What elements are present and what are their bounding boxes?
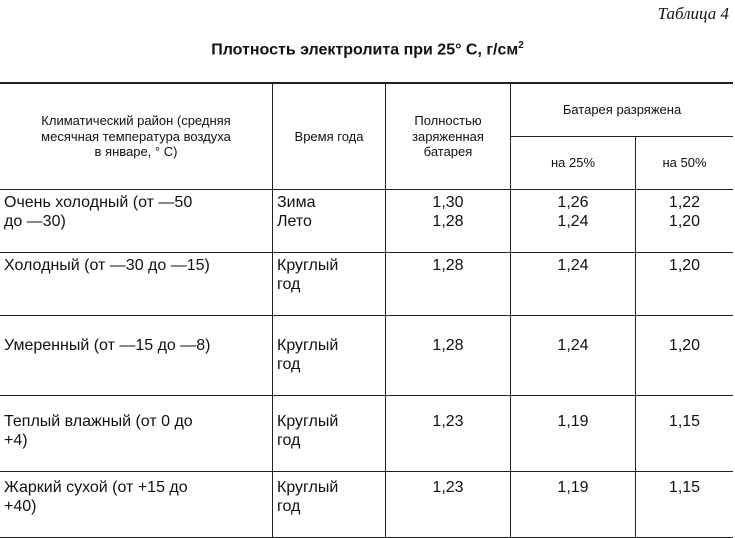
header-full-line: Полностью xyxy=(414,113,482,129)
season-line: год xyxy=(277,356,301,374)
table-row xyxy=(0,253,733,316)
header-region-line: месячная температура воздуха xyxy=(41,128,231,144)
cell-full: 1,23 xyxy=(386,396,511,472)
cell-d25: 1,19 xyxy=(511,472,636,538)
cell-full: 1,28 xyxy=(386,253,511,316)
value: 1,30 xyxy=(432,194,464,211)
region-line: +4) xyxy=(4,432,28,450)
header-full-line: заряженная xyxy=(412,128,484,144)
value: 1,24 xyxy=(557,213,589,231)
season-line: Лето xyxy=(277,213,312,231)
header-region xyxy=(0,83,273,190)
cell-region xyxy=(0,396,273,472)
table-caption: Таблица 4 xyxy=(657,4,729,23)
cell-season xyxy=(273,316,386,396)
density-table xyxy=(0,82,733,538)
table-row xyxy=(0,190,733,253)
season-line: год xyxy=(277,276,301,294)
cell-d25 xyxy=(511,190,636,253)
season-line: Круглый xyxy=(277,337,339,354)
header-d25: на 25% xyxy=(511,137,636,190)
region-line: Умеренный (от —15 до —8) xyxy=(4,337,211,354)
table-row xyxy=(0,472,733,538)
cell-d50: 1,15 xyxy=(636,472,734,538)
header-d50: на 50% xyxy=(636,137,734,190)
region-line: Очень холодный (от —50 xyxy=(4,194,193,211)
value: 1,22 xyxy=(668,194,701,211)
cell-d50: 1,15 xyxy=(636,396,734,472)
header-region-line: Климатический район (средняя xyxy=(41,113,231,129)
header-region-line: в январе, ° С) xyxy=(94,144,178,160)
season-line: год xyxy=(277,498,301,516)
header-season: Время года xyxy=(273,83,386,190)
cell-season xyxy=(273,190,386,253)
title-text: Плотность электролита при 25° С, г/см xyxy=(211,41,519,59)
value: 1,20 xyxy=(668,213,701,231)
cell-d50: 1,20 xyxy=(636,253,734,316)
table-row xyxy=(0,396,733,472)
table-title xyxy=(0,40,735,59)
region-line: Жаркий сухой (от +15 до xyxy=(4,479,188,496)
cell-season xyxy=(273,472,386,538)
region-line: Холодный (от —30 до —15) xyxy=(4,257,210,274)
cell-full: 1,23 xyxy=(386,472,511,538)
cell-d25: 1,24 xyxy=(511,316,636,396)
value: 1,26 xyxy=(557,194,589,211)
season-line: Круглый xyxy=(277,479,339,496)
cell-region xyxy=(0,190,273,253)
header-full-line: батарея xyxy=(423,144,473,160)
value: 1,28 xyxy=(432,213,464,231)
season-line: Круглый xyxy=(277,257,339,274)
cell-full: 1,28 xyxy=(386,316,511,396)
cell-full xyxy=(386,190,511,253)
cell-d25: 1,24 xyxy=(511,253,636,316)
region-line: до —30) xyxy=(4,213,66,231)
cell-d50 xyxy=(636,190,734,253)
table-row xyxy=(0,316,733,396)
cell-season xyxy=(273,253,386,316)
cell-region xyxy=(0,253,273,316)
cell-season xyxy=(273,396,386,472)
header-full xyxy=(386,83,511,190)
season-line: Зима xyxy=(277,194,316,211)
region-line: Теплый влажный (от 0 до xyxy=(4,413,193,430)
cell-region xyxy=(0,316,273,396)
cell-d50: 1,20 xyxy=(636,316,734,396)
header-discharged: Батарея разряжена xyxy=(511,83,734,137)
region-line: +40) xyxy=(4,498,37,516)
season-line: Круглый xyxy=(277,413,339,430)
title-superscript: 2 xyxy=(518,40,524,51)
cell-region xyxy=(0,472,273,538)
cell-d25: 1,19 xyxy=(511,396,636,472)
season-line: год xyxy=(277,432,301,450)
